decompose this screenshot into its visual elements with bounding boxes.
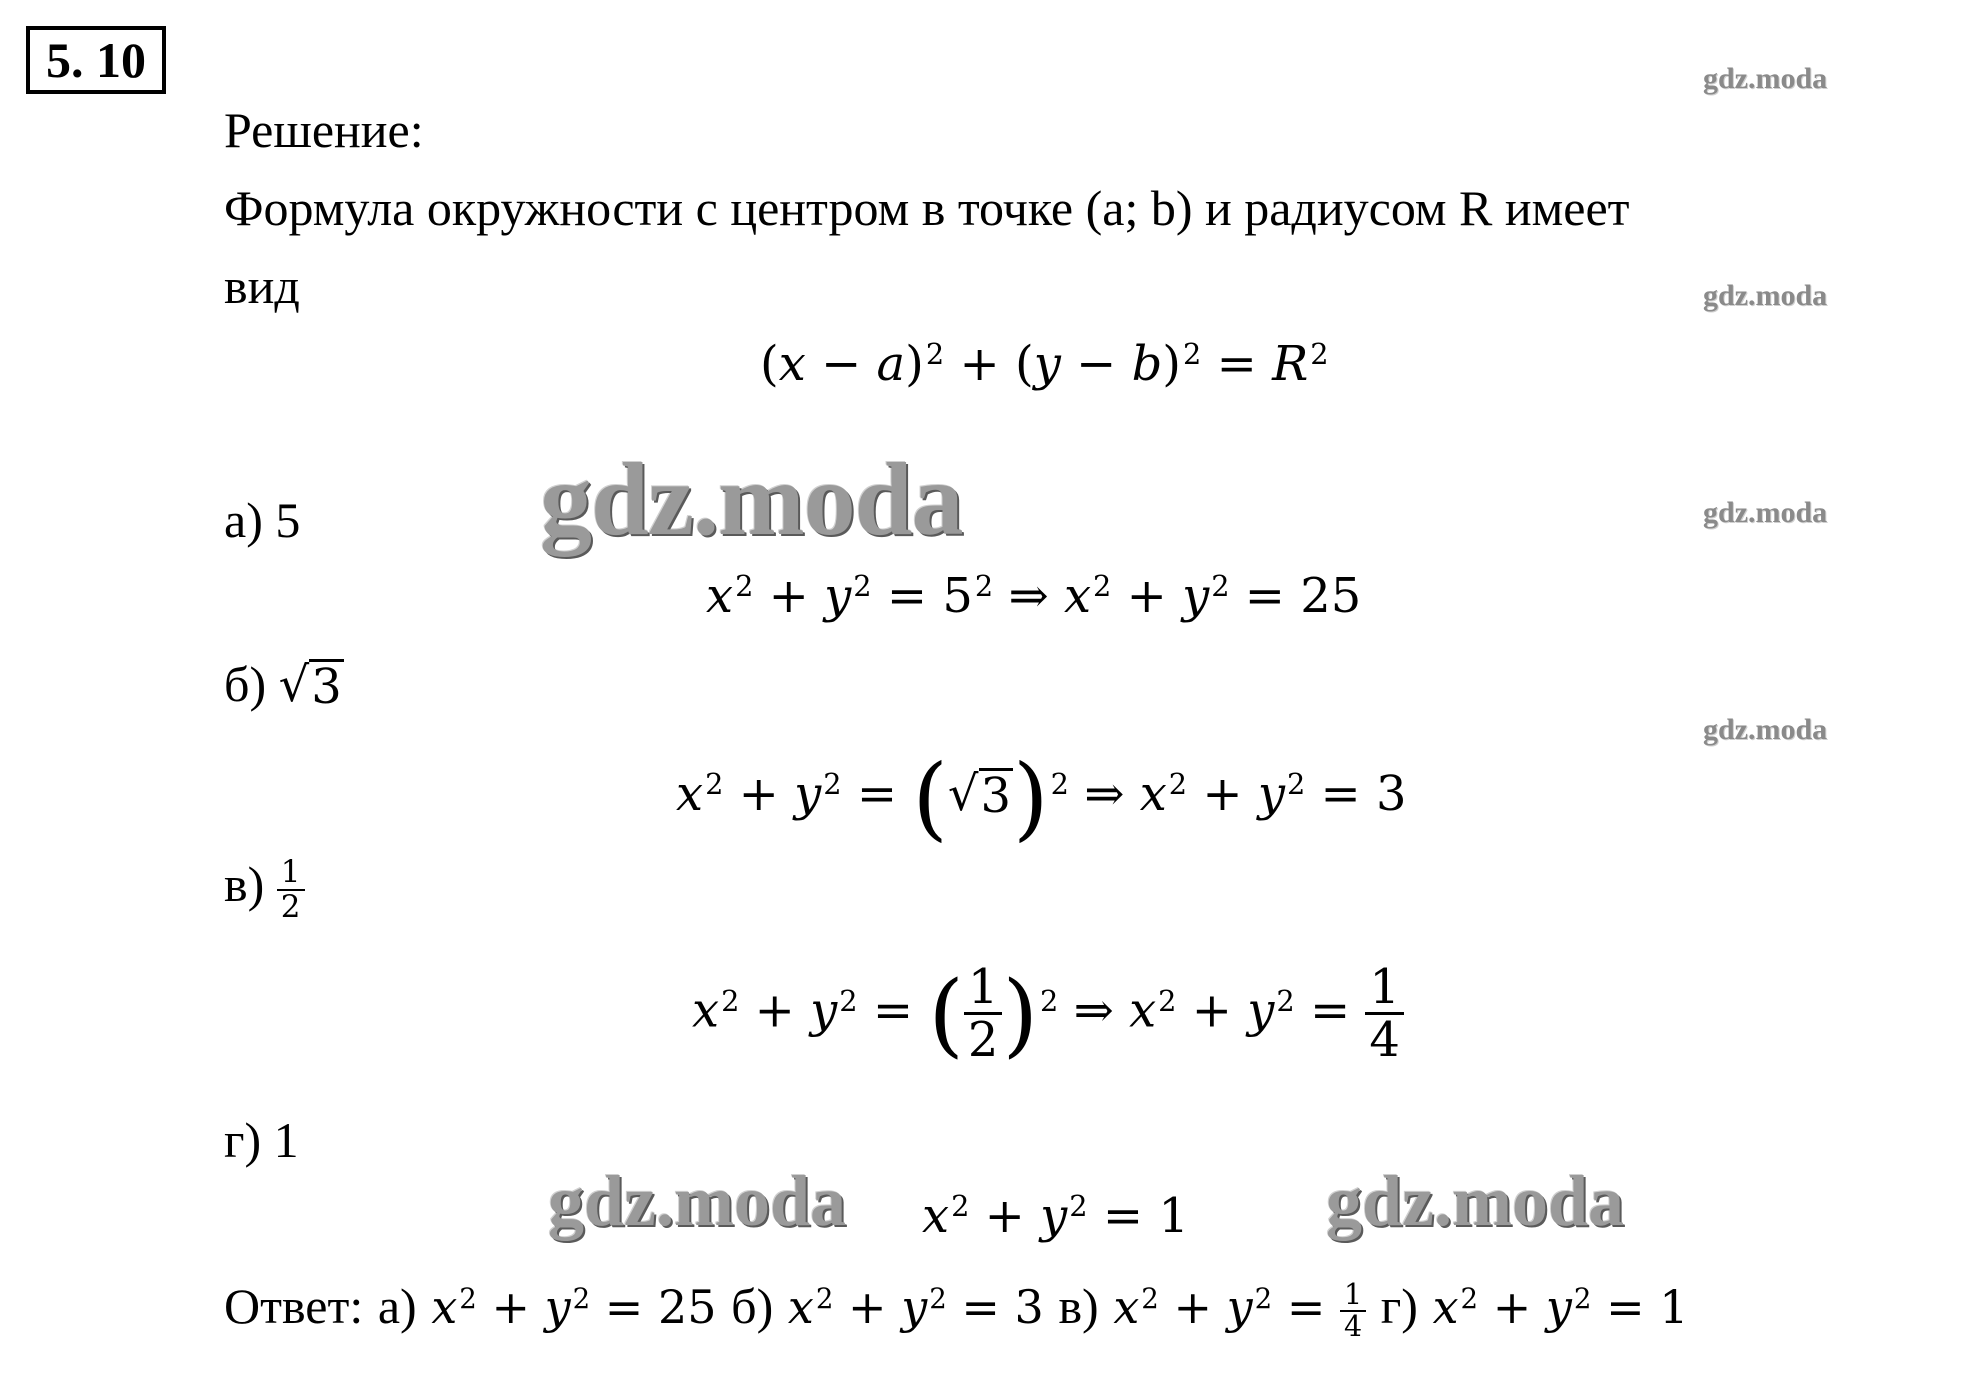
watermark-small-1: gdz.moda [1703, 62, 1828, 95]
intro-line-1: Формула окружности с центром в точке (a; b) и радиусом R имеет [224, 180, 1630, 236]
part-b-sqrt: √ 3 [278, 657, 342, 715]
watermark-small-4: gdz.moda [1703, 713, 1828, 746]
intro-line-2: вид [224, 258, 300, 314]
part-g-label: г) 1 [224, 1112, 299, 1168]
part-b-label: б) √ 3 [224, 656, 342, 715]
part-a-formula: $x^2 + y^2 = 5^2$ ⇒ $x^2 + y^2 = 25$ [706, 568, 1362, 624]
watermark-small-3: gdz.moda [1703, 496, 1828, 529]
answer-line: Ответ: а) $x^2 + y^2 = 25$ б) $x^2 + y^2 = 3$ в) $x^2 + y^2$ = $\frac{1}{4}$ г) $x^2 + y^2 = 1$ [224, 1278, 1689, 1343]
solution-heading: Решение: [224, 102, 424, 158]
part-a-label: а) 5 [224, 492, 301, 548]
part-g-formula: $x^2 + y^2 = 1$ [922, 1188, 1189, 1244]
problem-number: 5. 10 [26, 26, 166, 94]
part-v-fraction: $\frac{1}{2}$ [277, 856, 305, 923]
watermark-big-3: gdz.moda [1326, 1161, 1625, 1241]
part-b-formula: $x^2 + y^2$ = (√ 3 )$^2$ ⇒ $x^2 + y^2 = 3$ [676, 744, 1407, 851]
watermark-small-2: gdz.moda [1703, 279, 1828, 312]
watermark-big-1: gdz.moda [540, 442, 963, 557]
general-circle-formula: $(x - a)^2 + (y - b)^2 = R^2$ [760, 336, 1329, 392]
part-v-label: в) $\frac{1}{2}$ [224, 854, 305, 923]
part-v-formula: $x^2 + y^2$ = ( $\frac{1}{2}$ )$^2$ ⇒ $x^2 + y^2$ = $\frac{1}{4}$ [692, 962, 1404, 1066]
watermark-big-2: gdz.moda [548, 1161, 847, 1241]
